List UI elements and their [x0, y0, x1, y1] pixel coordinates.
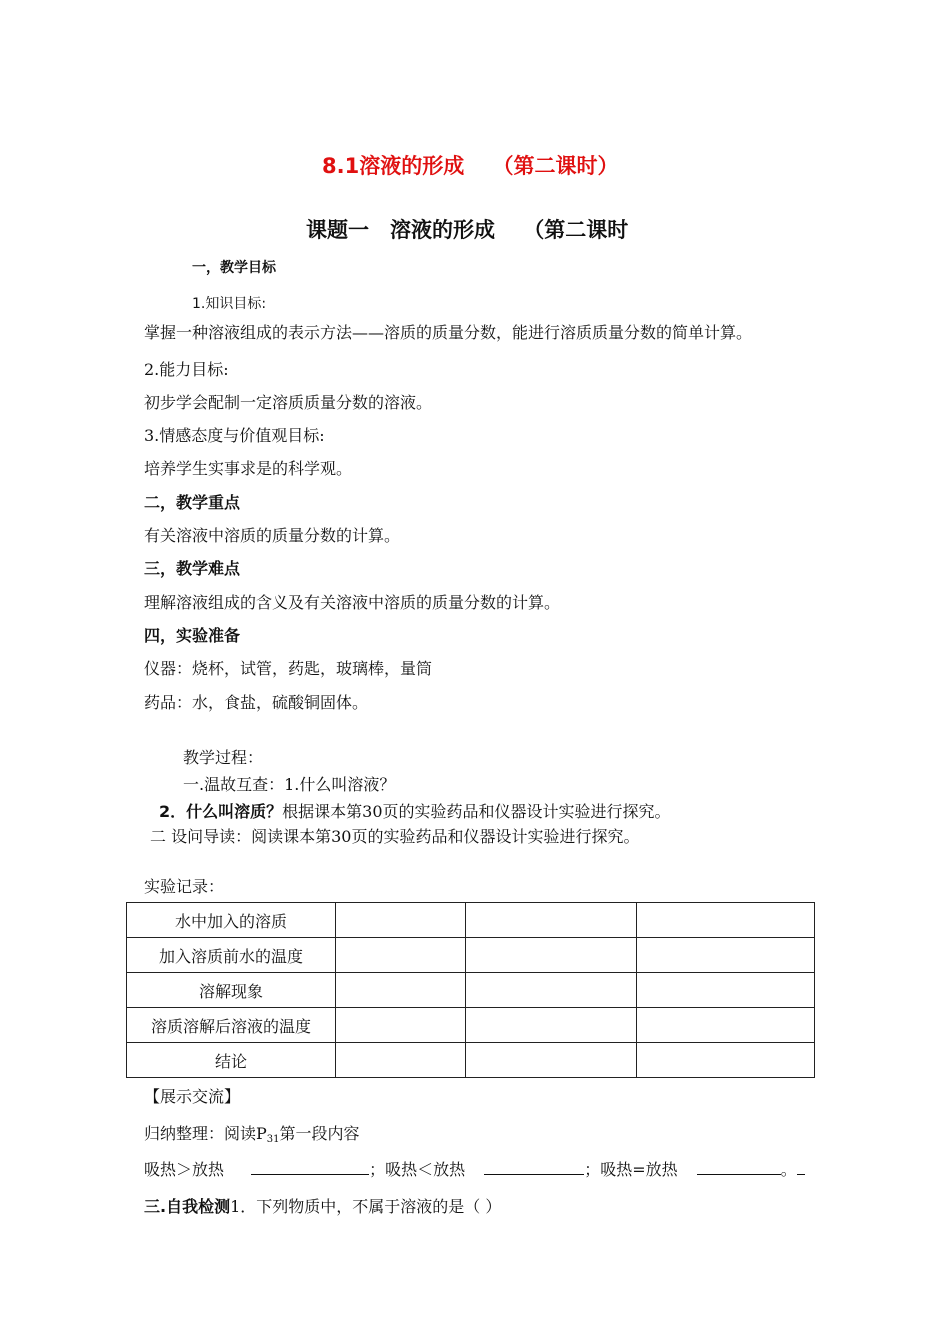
knowledge-goal-text: 掌握一种溶液组成的表示方法——溶质的质量分数，能进行溶质质量分数的简单计算。: [144, 323, 753, 342]
absorb-gt-label: 吸热＞放热: [144, 1160, 225, 1179]
table-cell[interactable]: [466, 903, 637, 938]
emotion-goal-text: 培养学生实事求是的科学观。: [144, 459, 353, 478]
exchange-heading: 【展示交流】: [144, 1087, 241, 1106]
table-cell[interactable]: [466, 938, 637, 973]
answer-blank-1[interactable]: [251, 1159, 369, 1175]
row-label: 溶质溶解后溶液的温度: [127, 1008, 336, 1043]
row-label: 水中加入的溶质: [127, 903, 336, 938]
summary-page-sub: 31: [266, 1134, 280, 1145]
summary-post: 第一段内容: [279, 1124, 360, 1143]
ability-goal-text: 初步学会配制一定溶质质量分数的溶液。: [144, 393, 433, 412]
guide-text: 二 设问导读：阅读课本第30页的实验药品和仪器设计实验进行探究。: [150, 827, 640, 846]
summary-pre: 归纳整理：阅读P: [144, 1124, 267, 1143]
difficulty-heading: 三，教学难点: [144, 559, 241, 578]
absorb-eq-label: ；吸热=放热: [584, 1160, 678, 1179]
reagents-text: 药品：水，食盐，硫酸铜固体。: [144, 693, 369, 712]
selftest-question-1: 1．下列物质中，不属于溶液的是（ ）: [230, 1197, 502, 1216]
answer-blank-3[interactable]: [697, 1159, 781, 1175]
answer-blank-2[interactable]: [484, 1159, 584, 1175]
table-row: [127, 1008, 815, 1043]
table-cell[interactable]: [637, 1008, 815, 1043]
table-row: [127, 938, 815, 973]
table-cell[interactable]: [336, 938, 466, 973]
experiment-table: [126, 902, 815, 1078]
process-label: 教学过程：: [183, 748, 264, 767]
table-cell[interactable]: [336, 1043, 466, 1078]
table-cell[interactable]: [466, 973, 637, 1008]
question-2: [159, 799, 671, 822]
focus-heading: 二，教学重点: [144, 493, 241, 512]
table-cell[interactable]: [336, 973, 466, 1008]
row-label: 溶解现象: [127, 973, 336, 1008]
table-row: [127, 973, 815, 1008]
difficulty-text: 理解溶液组成的含义及有关溶液中溶质的质量分数的计算。: [144, 593, 561, 612]
emotion-goal-label: 3.情感态度与价值观目标:: [144, 426, 325, 445]
table-cell[interactable]: [637, 973, 815, 1008]
focus-text: 有关溶液中溶质的质量分数的计算。: [144, 526, 401, 545]
ability-goal-label: 2.能力目标:: [144, 360, 229, 379]
goals-heading: 一，教学目标: [192, 260, 276, 276]
knowledge-goal-label: 1.知识目标:: [192, 296, 267, 312]
absorb-lt-label: ；吸热＜放热: [369, 1160, 466, 1179]
instruments-text: 仪器：烧杯，试管，药匙，玻璃棒，量筒: [144, 659, 433, 678]
question-2-bold: 2．什么叫溶质？: [159, 802, 283, 821]
review-question: 一.温故互查：1.什么叫溶液？: [183, 775, 396, 794]
table-row: [127, 1043, 815, 1078]
absorb-release-line: [144, 1157, 805, 1180]
line-end: 。: [780, 1160, 797, 1179]
table-cell[interactable]: [336, 903, 466, 938]
table-cell[interactable]: [336, 1008, 466, 1043]
table-cell[interactable]: [637, 903, 815, 938]
page-title: 8.1溶液的形成 （第二课时）: [322, 154, 619, 178]
table-cell[interactable]: [466, 1008, 637, 1043]
question-2-rest: 根据课本第30页的实验药品和仪器设计实验进行探究。: [282, 802, 671, 821]
trailing-blank: [797, 1159, 805, 1175]
selftest-heading: 三.自我检测: [144, 1197, 231, 1216]
table-cell[interactable]: [637, 938, 815, 973]
row-label: 结论: [127, 1043, 336, 1078]
prep-heading: 四，实验准备: [144, 626, 241, 645]
experiment-label: 实验记录：: [144, 877, 225, 896]
selftest-line: [144, 1194, 501, 1217]
table-cell[interactable]: [637, 1043, 815, 1078]
table-cell[interactable]: [466, 1043, 637, 1078]
summary-text: [144, 1121, 360, 1145]
row-label: 加入溶质前水的温度: [127, 938, 336, 973]
lesson-subtitle: 课题一 溶液的形成 （第二课时: [306, 218, 629, 242]
table-row: [127, 903, 815, 938]
